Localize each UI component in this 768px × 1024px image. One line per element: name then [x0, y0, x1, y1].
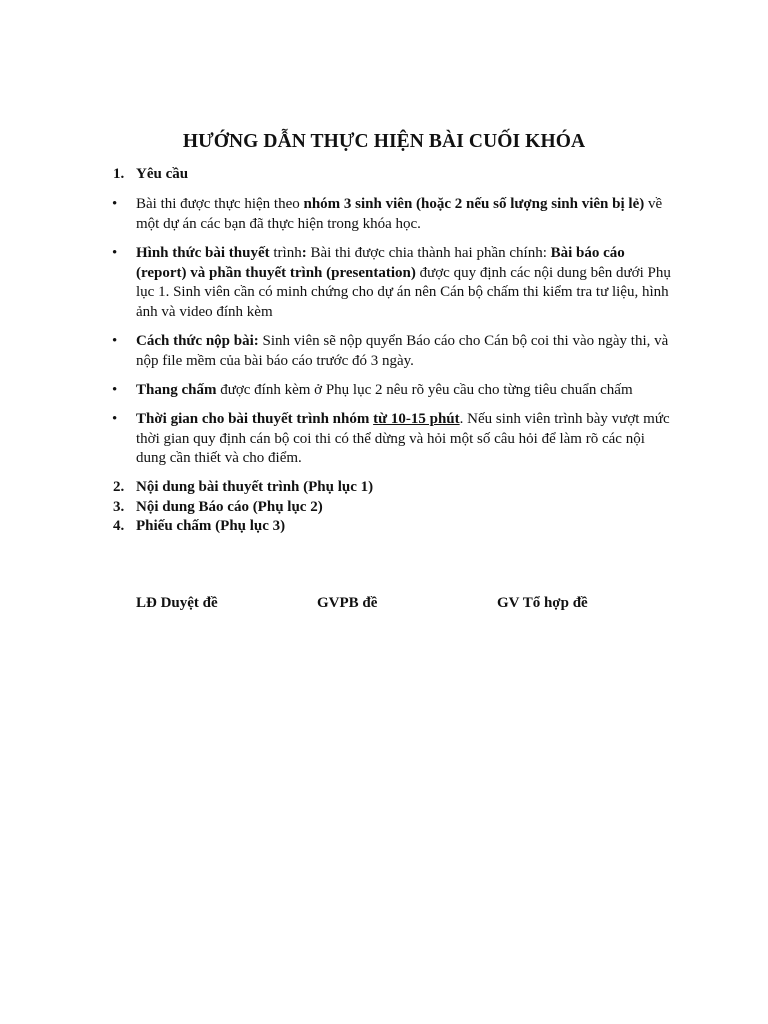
bullet-bold-text: Hình thức bài thuyết [136, 245, 270, 261]
section-number: 2. [113, 479, 125, 495]
document-title: HƯỚNG DẪN THỰC HIỆN BÀI CUỐI KHÓA [182, 131, 586, 152]
bullet-text: Sinh viên sẽ nộp quyển Báo cáo cho Cán bộ coi thi vào ngày thi, và nộp file mềm của bài báo cáo trước đó 3 ngày. [136, 333, 669, 369]
signature-approver: LĐ Duyệt đề [136, 595, 218, 611]
bullet-item-grading-scale [112, 381, 676, 401]
bullet-icon: • [112, 333, 118, 349]
section-label: Nội dung bài thuyết trình (Phụ lục 1) [136, 479, 374, 495]
bullet-item-presentation-time [112, 410, 676, 469]
bullet-bold-text: nhóm 3 sinh viên (hoặc 2 nếu số lượng sinh viên bị lẻ) [303, 196, 645, 212]
bullet-item-group-size [112, 195, 676, 234]
section-label: Nội dung Báo cáo (Phụ lục 2) [136, 499, 323, 515]
section-label: Yêu cầu [136, 166, 189, 182]
section-heading-report-content [113, 498, 683, 518]
bullet-underlined-text: từ 10-15 phút [373, 411, 460, 427]
bullet-icon: • [112, 196, 118, 212]
signature-compiler: GV Tổ hợp đề [497, 595, 588, 611]
bullet-icon: • [112, 245, 118, 261]
section-number: 3. [113, 499, 125, 515]
section-heading-presentation-content [113, 478, 683, 498]
section-number: 1. [113, 166, 125, 182]
bullet-text: trình [269, 245, 302, 261]
bullet-item-exam-format [112, 244, 676, 322]
section-label: Phiếu chấm (Phụ lục 3) [136, 518, 286, 534]
bullet-bold-text: Bài báo cáo (report) và phần thuyết trình (presentation) [136, 245, 625, 281]
bullet-bold-text: Thời gian cho bài thuyết trình nhóm [136, 411, 374, 427]
section-heading-requirements [113, 165, 683, 185]
bullet-icon: • [112, 411, 118, 427]
bullet-text: được đính kèm ở Phụ lục 2 nêu rõ yêu cầu cho từng tiêu chuẩn chấm [216, 382, 633, 398]
section-number: 4. [113, 518, 125, 534]
bullet-text: được quy định các nội dung bên dưới Phụ lục 1. Sinh viên cần có minh chứng cho dự án nên Cán bộ chấm thi kiểm tra tư liệu, hình ảnh và video đính kèm [136, 264, 671, 320]
section-heading-score-sheet [113, 517, 683, 537]
bullet-text: . Nếu sinh viên trình bày vượt mức thời gian quy định cán bộ coi thi có thể dừng và hỏi một số câu hỏi để làm rõ các nội dung cần thiết và cho điểm. [136, 411, 670, 466]
bullet-bold-text: Cách thức nộp bài: [136, 333, 259, 349]
signature-reviewer: GVPB đề [317, 595, 378, 611]
bullet-bold-text: Thang chấm [136, 382, 217, 398]
bullet-bold-text: : [301, 245, 307, 261]
bullet-item-submission [112, 332, 676, 371]
bullet-icon: • [112, 382, 118, 398]
bullet-text: Bài thi được chia thành hai phần chính: [306, 245, 551, 261]
bullet-text: về một dự án các bạn đã thực hiện trong khóa học. [136, 196, 663, 232]
bullet-text: Bài thi được thực hiện theo [136, 196, 304, 212]
